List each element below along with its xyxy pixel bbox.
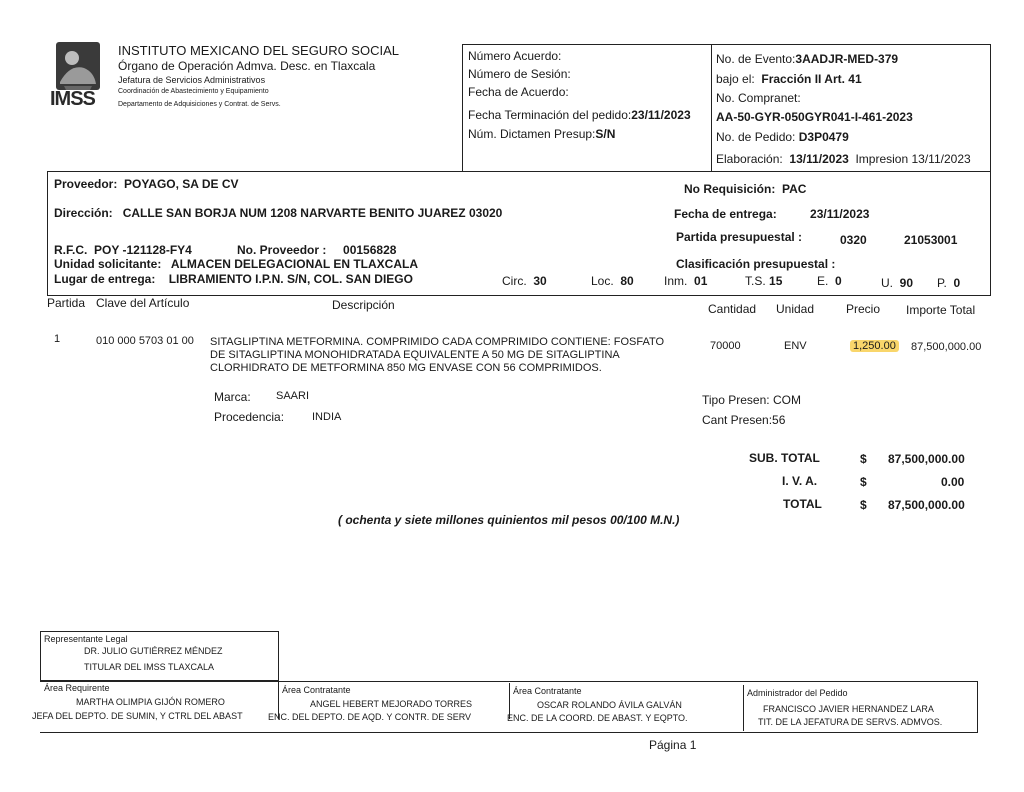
req-label: Área Requirente	[44, 683, 110, 693]
fecha-acuerdo-label: Fecha de Acuerdo:	[468, 85, 569, 99]
proveedor: Proveedor: POYAGO, SA DE CV	[54, 177, 239, 191]
elaboracion: Elaboración: 13/11/2023 Impresion 13/11/2023	[716, 152, 971, 166]
subtotal-currency: $	[860, 452, 867, 466]
row-desc-line3: CLORHIDRATO DE METFORMINA 850 MG ENVASE CON 56 COMPRIMIDOS.	[210, 362, 602, 374]
total-value: 87,500,000.00	[888, 498, 965, 512]
inm: Inm. 01	[664, 274, 708, 288]
marca-value: SAARI	[276, 390, 310, 402]
subtotal-value: 87,500,000.00	[888, 452, 965, 466]
dictamen: Núm. Dictamen Presup:S/N	[468, 127, 616, 141]
row-desc-line1: SITAGLIPTINA METFORMINA. COMPRIMIDO CADA COMPRIMIDO CONTIENE: FOSFATO	[210, 336, 665, 348]
con2-name: OSCAR ROLANDO ÁVILA GALVÁN	[537, 700, 682, 710]
procedencia-value: INDIA	[312, 411, 342, 423]
org-unit: Órgano de Operación Admva. Desc. en Tlaxcala	[118, 59, 376, 73]
loc: Loc. 80	[591, 274, 634, 288]
requisicion: No Requisición: PAC	[684, 182, 807, 196]
req-title: JEFA DEL DEPTO. DE SUMIN, Y CTRL DEL ABAST	[32, 711, 243, 721]
con2-title: ENC. DE LA COORD. DE ABAST. Y EQPTO.	[507, 713, 688, 723]
e: E. 0	[817, 274, 842, 288]
coordinacion-text: Coordinación de Abastecimiento y Equipamiento	[118, 88, 269, 95]
row-partida: 1	[54, 333, 61, 345]
adm-title: TIT. DE LA JEFATURA DE SERVS. ADMVOS.	[758, 717, 943, 727]
fecha-terminacion: Fecha Terminación del pedido:23/11/2023	[468, 108, 691, 122]
u: U. 90	[881, 276, 914, 290]
departamento-text: Departamento de Adquisiciones y Contrat. de Servs.	[118, 101, 281, 108]
bajo-el: bajo el: Fracción II Art. 41	[716, 72, 862, 86]
partida-presupuestal-2: 21053001	[904, 233, 958, 247]
compranet-value: AA-50-GYR-050GYR041-I-461-2023	[716, 110, 913, 124]
imss-logo: IMSS	[50, 42, 106, 110]
iva-value: 0.00	[941, 475, 965, 489]
pedido: No. de Pedido: D3P0479	[716, 130, 849, 144]
clasificacion-label: Clasificación presupuestal :	[676, 257, 836, 271]
rep-legal-label: Representante Legal	[44, 634, 128, 644]
col-descripcion: Descripción	[332, 298, 395, 312]
row-importe: 87,500,000.00	[911, 341, 982, 353]
row-clave: 010 000 5703 01 00	[96, 335, 194, 347]
amount-in-words: ( ochenta y siete millones quinientos mil pesos 00/100 M.N.)	[338, 513, 680, 527]
con1-title: ENC. DEL DEPTO. DE AQD. Y CONTR. DE SERV	[268, 712, 472, 722]
page-number: Página 1	[649, 738, 697, 752]
evento: No. de Evento:3AADJR-MED-379	[716, 52, 899, 66]
sig-divider-3	[743, 685, 744, 731]
compranet-label: No. Compranet:	[716, 91, 801, 105]
p: P. 0	[937, 276, 961, 290]
col-importe: Importe Total	[906, 303, 976, 317]
numero-sesion-label: Número de Sesión:	[468, 67, 571, 81]
rfc: R.F.C. POY -121128-FY4	[54, 243, 192, 257]
partida-presupuestal-1: 0320	[840, 233, 867, 247]
marca-label: Marca:	[214, 390, 251, 404]
row-cantidad: 70000	[710, 340, 741, 352]
rep-legal-name: DR. JULIO GUTIÉRREZ MÉNDEZ	[84, 646, 223, 656]
numero-acuerdo-label: Número Acuerdo:	[468, 49, 562, 63]
subtotal-label: SUB. TOTAL	[749, 451, 820, 465]
total-label: TOTAL	[783, 497, 822, 511]
row-precio: 1,250.00	[850, 340, 899, 352]
lugar-entrega: Lugar de entrega: LIBRAMIENTO I.P.N. S/N, COL. SAN DIEGO	[54, 272, 413, 286]
con1-name: ANGEL HEBERT MEJORADO TORRES	[310, 699, 473, 709]
adm-label: Administrador del Pedido	[747, 688, 848, 698]
con2-label: Área Contratante	[513, 686, 582, 696]
total-currency: $	[860, 498, 867, 512]
direccion: Dirección: CALLE SAN BORJA NUM 1208 NARVARTE BENITO JUAREZ 03020	[54, 206, 503, 220]
col-cantidad: Cantidad	[708, 302, 757, 316]
fecha-entrega: Fecha de entrega: 23/11/2023	[674, 207, 870, 221]
circ: Circ. 30	[502, 274, 547, 288]
col-partida: Partida	[47, 296, 86, 310]
col-precio: Precio	[846, 302, 881, 316]
iva-currency: $	[860, 475, 867, 489]
row-desc-line2: DE SITAGLIPTINA MONOHIDRATADA EQUIVALENTE A 50 MG DE SITAGLIPTINA	[210, 349, 620, 361]
jefatura-text: Jefatura de Servicios Administrativos	[118, 75, 266, 85]
row-unidad: ENV	[784, 340, 807, 352]
unidad-solicitante: Unidad solicitante: ALMACEN DELEGACIONAL EN TLAXCALA	[54, 257, 419, 271]
ts: T.S. 15	[745, 274, 783, 288]
adm-name: FRANCISCO JAVIER HERNANDEZ LARA	[763, 704, 934, 714]
procedencia-label: Procedencia:	[214, 410, 285, 424]
col-unidad: Unidad	[776, 302, 815, 316]
org-name: INSTITUTO MEXICANO DEL SEGURO SOCIAL	[118, 43, 399, 58]
tipo-presen: Tipo Presen: COM	[702, 393, 801, 407]
partida-presupuestal-label: Partida presupuestal :	[676, 230, 803, 244]
req-name: MARTHA OLIMPIA GIJÓN ROMERO	[76, 697, 225, 707]
iva-label: I. V. A.	[782, 474, 818, 488]
con1-label: Área Contratante	[282, 685, 351, 695]
col-clave: Clave del Artículo	[96, 296, 190, 310]
num-proveedor: No. Proveedor : 00156828	[237, 243, 397, 257]
rep-legal-title: TITULAR DEL IMSS TLAXCALA	[84, 662, 215, 672]
cant-presen: Cant Presen:56	[702, 413, 786, 427]
